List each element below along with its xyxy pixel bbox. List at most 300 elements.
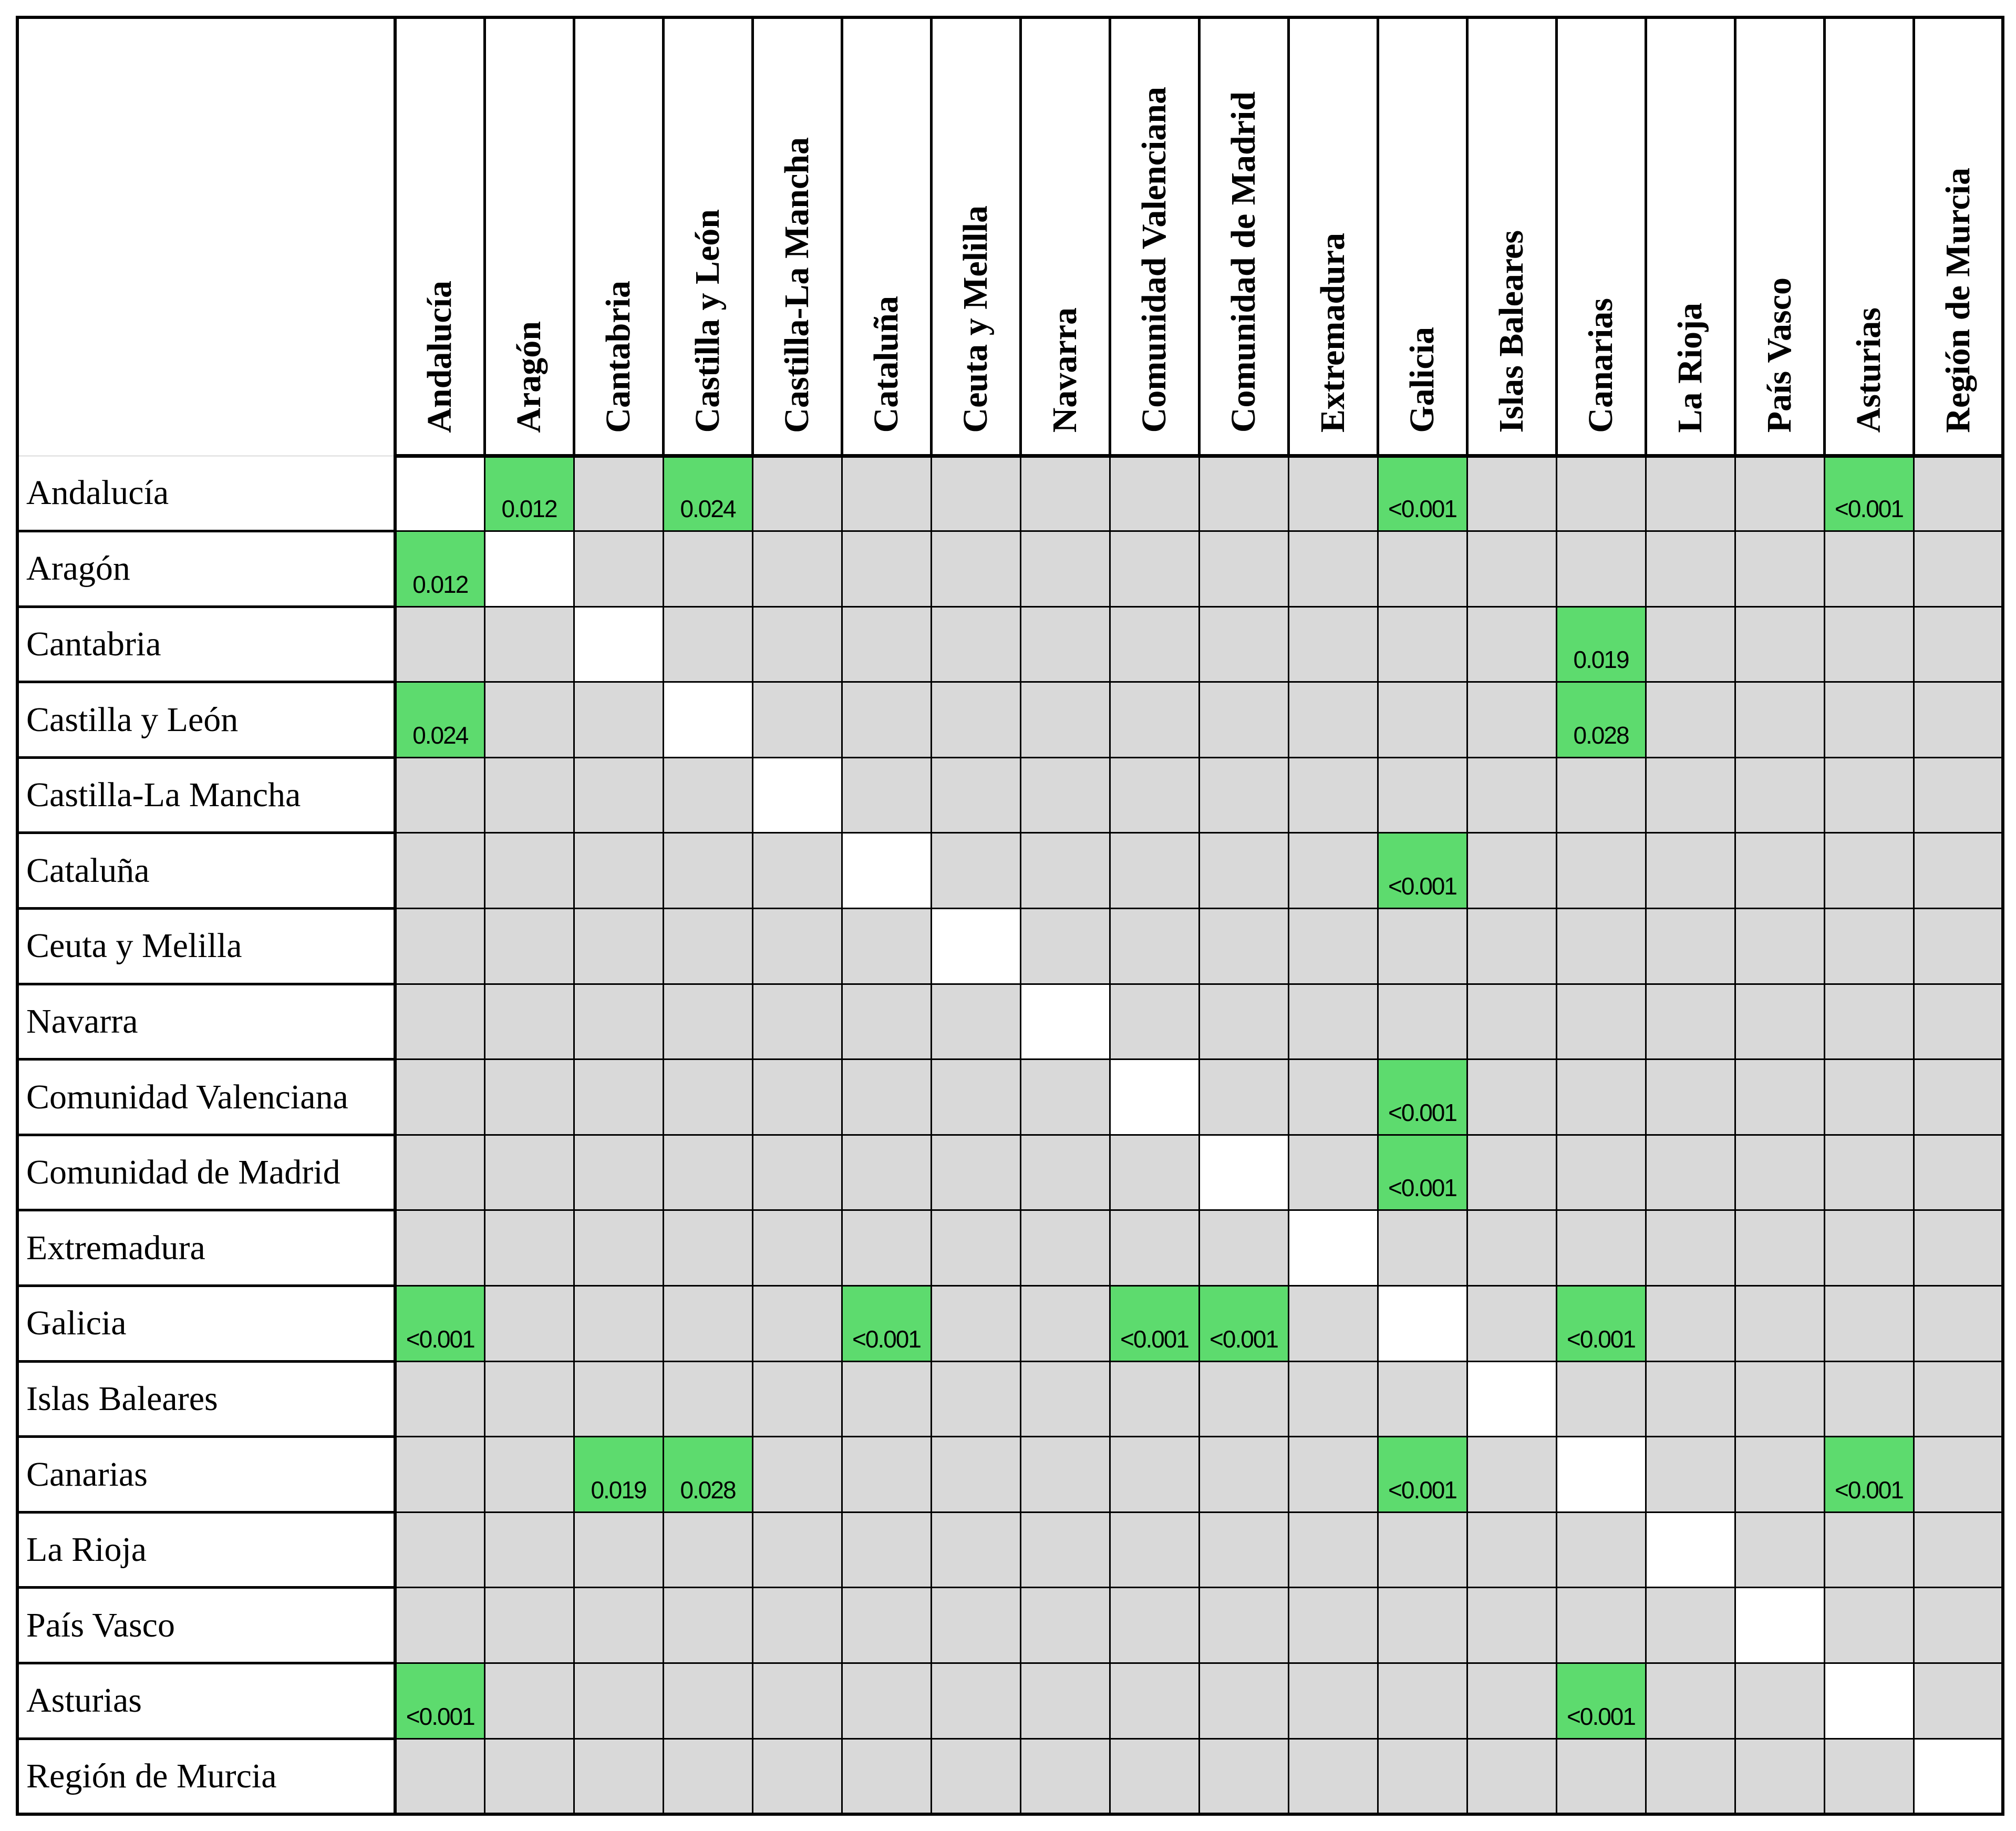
table-row: [17, 1437, 2003, 1513]
empty-cell: [1467, 1286, 1556, 1362]
diagonal-cell: [1914, 1739, 2003, 1814]
empty-cell: [752, 984, 842, 1059]
empty-cell: [1824, 1512, 1914, 1588]
significant-cell: [1110, 1286, 1199, 1362]
significant-cell: [484, 456, 574, 531]
empty-cell: [1914, 1588, 2003, 1663]
empty-cell: [1914, 1286, 2003, 1362]
empty-cell: [1378, 1663, 1467, 1739]
p-value: <0.001: [852, 1325, 921, 1353]
empty-cell: [1735, 682, 1824, 758]
diagonal-cell: [931, 909, 1020, 984]
empty-cell: [931, 606, 1020, 682]
empty-cell: [1199, 1437, 1288, 1513]
row-header-label: Castilla-La Mancha: [17, 757, 395, 833]
empty-cell: [395, 1512, 484, 1588]
p-value: <0.001: [406, 1702, 474, 1730]
table-row: [17, 1512, 2003, 1588]
column-header-label: Islas Baleares: [1492, 230, 1531, 433]
empty-cell: [1556, 984, 1646, 1059]
significant-cell: [1824, 456, 1914, 531]
empty-cell: [1378, 1361, 1467, 1437]
empty-cell: [842, 456, 931, 531]
empty-cell: [663, 984, 752, 1059]
empty-cell: [752, 1135, 842, 1210]
significant-cell: [1378, 456, 1467, 531]
empty-cell: [574, 909, 663, 984]
empty-cell: [1110, 757, 1199, 833]
empty-cell: [1288, 456, 1378, 531]
significant-cell: [663, 456, 752, 531]
empty-cell: [574, 833, 663, 909]
empty-cell: [395, 1739, 484, 1814]
empty-cell: [1378, 1512, 1467, 1588]
empty-cell: [1110, 833, 1199, 909]
empty-cell: [1467, 1210, 1556, 1286]
empty-cell: [1735, 1059, 1824, 1135]
column-header-row: [17, 17, 2003, 456]
column-header: [395, 17, 484, 456]
row-header-label: La Rioja: [17, 1512, 395, 1588]
empty-cell: [1735, 1437, 1824, 1513]
empty-cell: [663, 1286, 752, 1362]
empty-cell: [1020, 909, 1110, 984]
diagonal-cell: [1824, 1663, 1914, 1739]
diagonal-cell: [1378, 1286, 1467, 1362]
row-header-label: Andalucía: [17, 456, 395, 531]
column-header: [1556, 17, 1646, 456]
empty-cell: [574, 682, 663, 758]
pairwise-comparison-matrix: [16, 16, 2004, 1816]
empty-cell: [1556, 833, 1646, 909]
p-value: <0.001: [1388, 1174, 1456, 1202]
empty-cell: [1378, 757, 1467, 833]
empty-cell: [1288, 682, 1378, 758]
significant-cell: [1378, 1437, 1467, 1513]
row-header-label: Cataluña: [17, 833, 395, 909]
column-header-label: Ceuta y Melilla: [956, 205, 995, 433]
empty-cell: [1824, 1588, 1914, 1663]
p-value: 0.019: [1573, 646, 1629, 674]
empty-cell: [752, 909, 842, 984]
empty-cell: [1378, 1588, 1467, 1663]
row-header-label: Castilla y León: [17, 682, 395, 758]
empty-cell: [574, 1286, 663, 1362]
column-header: [842, 17, 931, 456]
empty-cell: [752, 1663, 842, 1739]
empty-cell: [1824, 833, 1914, 909]
significant-cell: [1378, 833, 1467, 909]
significant-cell: [1378, 1059, 1467, 1135]
empty-cell: [1824, 1210, 1914, 1286]
empty-cell: [842, 757, 931, 833]
empty-cell: [842, 1059, 931, 1135]
empty-cell: [1378, 682, 1467, 758]
empty-cell: [1824, 606, 1914, 682]
empty-cell: [663, 833, 752, 909]
empty-cell: [1199, 757, 1288, 833]
empty-cell: [1735, 1210, 1824, 1286]
significant-cell: [663, 1437, 752, 1513]
empty-cell: [1199, 1059, 1288, 1135]
diagonal-cell: [1646, 1512, 1735, 1588]
empty-cell: [1110, 1437, 1199, 1513]
significant-cell: [1378, 1135, 1467, 1210]
empty-cell: [1914, 1361, 2003, 1437]
empty-cell: [1378, 606, 1467, 682]
empty-cell: [842, 1437, 931, 1513]
p-value: 0.012: [412, 570, 468, 598]
empty-cell: [574, 456, 663, 531]
column-header-label: Andalucía: [420, 280, 459, 433]
empty-cell: [1199, 984, 1288, 1059]
column-header: [1467, 17, 1556, 456]
column-header: [663, 17, 752, 456]
column-header: [1110, 17, 1199, 456]
table-row: [17, 1663, 2003, 1739]
p-value: 0.028: [1573, 721, 1629, 749]
column-header-label: Aragón: [510, 321, 548, 433]
empty-cell: [842, 1739, 931, 1814]
empty-cell: [1288, 909, 1378, 984]
empty-cell: [1110, 984, 1199, 1059]
empty-cell: [842, 1512, 931, 1588]
empty-cell: [752, 606, 842, 682]
column-header-label: Extremadura: [1314, 233, 1352, 433]
table-row: [17, 757, 2003, 833]
empty-cell: [1735, 1286, 1824, 1362]
empty-cell: [395, 1361, 484, 1437]
diagonal-cell: [842, 833, 931, 909]
diagonal-cell: [1556, 1437, 1646, 1513]
empty-cell: [1288, 1663, 1378, 1739]
empty-cell: [1199, 606, 1288, 682]
empty-cell: [1914, 1135, 2003, 1210]
empty-cell: [1199, 456, 1288, 531]
empty-cell: [842, 531, 931, 607]
empty-cell: [1020, 1663, 1110, 1739]
empty-cell: [1110, 1663, 1199, 1739]
empty-cell: [574, 1059, 663, 1135]
empty-cell: [1199, 1663, 1288, 1739]
empty-cell: [1735, 1512, 1824, 1588]
significant-cell: [1199, 1286, 1288, 1362]
empty-cell: [1288, 1059, 1378, 1135]
empty-cell: [663, 606, 752, 682]
empty-cell: [574, 1210, 663, 1286]
column-header-label: País Vasco: [1760, 277, 1798, 433]
empty-cell: [1110, 456, 1199, 531]
empty-cell: [1199, 909, 1288, 984]
empty-cell: [842, 1663, 931, 1739]
empty-cell: [931, 1588, 1020, 1663]
diagonal-cell: [1735, 1588, 1824, 1663]
empty-cell: [1467, 1135, 1556, 1210]
table-row: [17, 1361, 2003, 1437]
significant-cell: [1824, 1437, 1914, 1513]
empty-cell: [1824, 1361, 1914, 1437]
empty-cell: [1020, 1739, 1110, 1814]
empty-cell: [1646, 1739, 1735, 1814]
empty-cell: [1199, 682, 1288, 758]
diagonal-cell: [1288, 1210, 1378, 1286]
empty-cell: [484, 1059, 574, 1135]
table-row: [17, 1739, 2003, 1814]
empty-cell: [574, 1512, 663, 1588]
empty-cell: [1556, 1512, 1646, 1588]
empty-cell: [1020, 1135, 1110, 1210]
empty-cell: [574, 531, 663, 607]
empty-cell: [1735, 1361, 1824, 1437]
empty-cell: [1467, 833, 1556, 909]
empty-cell: [1824, 909, 1914, 984]
empty-cell: [1824, 531, 1914, 607]
empty-cell: [1288, 984, 1378, 1059]
empty-cell: [395, 1210, 484, 1286]
empty-cell: [1288, 1437, 1378, 1513]
empty-cell: [484, 757, 574, 833]
column-header-label: Navarra: [1046, 307, 1084, 433]
empty-cell: [1467, 1437, 1556, 1513]
row-header-label: Extremadura: [17, 1210, 395, 1286]
table-row: [17, 1059, 2003, 1135]
empty-cell: [663, 1210, 752, 1286]
empty-cell: [574, 1588, 663, 1663]
column-header-label: Cantabria: [599, 280, 637, 433]
empty-cell: [1914, 909, 2003, 984]
empty-cell: [484, 1361, 574, 1437]
p-value: 0.012: [501, 495, 557, 523]
empty-cell: [1199, 1361, 1288, 1437]
p-value: 0.019: [591, 1476, 646, 1504]
empty-cell: [1824, 682, 1914, 758]
empty-cell: [1020, 606, 1110, 682]
empty-cell: [1378, 1210, 1467, 1286]
matrix-body: [17, 456, 2003, 1814]
empty-cell: [931, 1739, 1020, 1814]
column-header: [1020, 17, 1110, 456]
empty-cell: [1556, 909, 1646, 984]
empty-cell: [1020, 1361, 1110, 1437]
empty-cell: [1020, 682, 1110, 758]
significant-cell: [395, 531, 484, 607]
column-header-label: Comunidad de Madrid: [1224, 91, 1263, 433]
p-value: <0.001: [1567, 1702, 1635, 1730]
empty-cell: [574, 1135, 663, 1210]
empty-cell: [1735, 1135, 1824, 1210]
p-value: <0.001: [1835, 1476, 1903, 1504]
empty-cell: [1914, 757, 2003, 833]
empty-cell: [931, 531, 1020, 607]
corner-cell: [17, 17, 395, 456]
empty-cell: [1824, 1135, 1914, 1210]
empty-cell: [484, 1663, 574, 1739]
row-header-label: Región de Murcia: [17, 1739, 395, 1814]
empty-cell: [931, 1059, 1020, 1135]
empty-cell: [1110, 606, 1199, 682]
empty-cell: [663, 1361, 752, 1437]
column-header: [484, 17, 574, 456]
empty-cell: [1646, 1588, 1735, 1663]
row-header-label: Galicia: [17, 1286, 395, 1362]
empty-cell: [931, 1286, 1020, 1362]
empty-cell: [931, 682, 1020, 758]
empty-cell: [1020, 757, 1110, 833]
empty-cell: [1110, 531, 1199, 607]
empty-cell: [395, 1588, 484, 1663]
column-header: [1914, 17, 2003, 456]
empty-cell: [931, 757, 1020, 833]
empty-cell: [1288, 1361, 1378, 1437]
empty-cell: [1110, 1210, 1199, 1286]
column-header-label: Galicia: [1403, 326, 1441, 433]
empty-cell: [1020, 1286, 1110, 1362]
empty-cell: [1556, 1588, 1646, 1663]
empty-cell: [484, 909, 574, 984]
significant-cell: [395, 682, 484, 758]
significant-cell: [574, 1437, 663, 1513]
empty-cell: [1288, 833, 1378, 909]
empty-cell: [752, 833, 842, 909]
empty-cell: [484, 1135, 574, 1210]
empty-cell: [1020, 1588, 1110, 1663]
table-row: [17, 1286, 2003, 1362]
empty-cell: [1914, 1059, 2003, 1135]
empty-cell: [1556, 1739, 1646, 1814]
empty-cell: [1824, 1286, 1914, 1362]
empty-cell: [1288, 1588, 1378, 1663]
diagonal-cell: [395, 456, 484, 531]
diagonal-cell: [1020, 984, 1110, 1059]
empty-cell: [1378, 531, 1467, 607]
empty-cell: [752, 531, 842, 607]
empty-cell: [484, 1210, 574, 1286]
table-row: [17, 1135, 2003, 1210]
diagonal-cell: [574, 606, 663, 682]
table-row: [17, 1588, 2003, 1663]
empty-cell: [484, 984, 574, 1059]
empty-cell: [931, 1663, 1020, 1739]
empty-cell: [395, 833, 484, 909]
empty-cell: [395, 757, 484, 833]
empty-cell: [1020, 456, 1110, 531]
empty-cell: [484, 682, 574, 758]
p-value: <0.001: [1388, 495, 1456, 523]
diagonal-cell: [752, 757, 842, 833]
empty-cell: [1914, 606, 2003, 682]
column-header: [1199, 17, 1288, 456]
p-value: <0.001: [1388, 1476, 1456, 1504]
empty-cell: [1824, 757, 1914, 833]
empty-cell: [931, 1512, 1020, 1588]
significant-cell: [1556, 1663, 1646, 1739]
empty-cell: [484, 1739, 574, 1814]
empty-cell: [1646, 1361, 1735, 1437]
empty-cell: [1646, 1437, 1735, 1513]
empty-cell: [1646, 1663, 1735, 1739]
empty-cell: [931, 1361, 1020, 1437]
empty-cell: [1110, 1739, 1199, 1814]
p-value: 0.024: [680, 495, 736, 523]
empty-cell: [484, 833, 574, 909]
empty-cell: [574, 984, 663, 1059]
empty-cell: [1288, 757, 1378, 833]
column-header: [752, 17, 842, 456]
empty-cell: [752, 682, 842, 758]
significant-cell: [842, 1286, 931, 1362]
row-header-label: Asturias: [17, 1663, 395, 1739]
empty-cell: [752, 1210, 842, 1286]
empty-cell: [1735, 1663, 1824, 1739]
empty-cell: [1735, 606, 1824, 682]
table-row: [17, 833, 2003, 909]
empty-cell: [1110, 1512, 1199, 1588]
empty-cell: [1378, 1739, 1467, 1814]
diagonal-cell: [1199, 1135, 1288, 1210]
column-header: [1646, 17, 1735, 456]
empty-cell: [752, 1512, 842, 1588]
empty-cell: [484, 1437, 574, 1513]
p-value: <0.001: [1388, 1098, 1456, 1126]
empty-cell: [1914, 1210, 2003, 1286]
empty-cell: [1735, 531, 1824, 607]
empty-cell: [842, 909, 931, 984]
empty-cell: [1556, 757, 1646, 833]
empty-cell: [752, 1059, 842, 1135]
empty-cell: [1735, 757, 1824, 833]
empty-cell: [1646, 757, 1735, 833]
empty-cell: [1110, 682, 1199, 758]
empty-cell: [1914, 1663, 2003, 1739]
column-header-label: Comunidad Valenciana: [1135, 87, 1173, 433]
empty-cell: [1467, 984, 1556, 1059]
column-header: [1824, 17, 1914, 456]
empty-cell: [1378, 909, 1467, 984]
empty-cell: [931, 984, 1020, 1059]
empty-cell: [484, 1512, 574, 1588]
column-header-label: Región de Murcia: [1938, 167, 1977, 433]
empty-cell: [1199, 531, 1288, 607]
empty-cell: [1020, 1059, 1110, 1135]
empty-cell: [1556, 1361, 1646, 1437]
empty-cell: [842, 682, 931, 758]
empty-cell: [1556, 456, 1646, 531]
empty-cell: [1556, 531, 1646, 607]
empty-cell: [1288, 606, 1378, 682]
empty-cell: [395, 606, 484, 682]
empty-cell: [1646, 833, 1735, 909]
significant-cell: [395, 1286, 484, 1362]
empty-cell: [1288, 531, 1378, 607]
empty-cell: [574, 1663, 663, 1739]
empty-cell: [1020, 1210, 1110, 1286]
empty-cell: [1735, 984, 1824, 1059]
table-row: [17, 531, 2003, 607]
row-header-label: Comunidad Valenciana: [17, 1059, 395, 1135]
empty-cell: [1646, 1135, 1735, 1210]
empty-cell: [1199, 833, 1288, 909]
empty-cell: [663, 1739, 752, 1814]
empty-cell: [1824, 984, 1914, 1059]
column-header: [931, 17, 1020, 456]
empty-cell: [574, 1361, 663, 1437]
empty-cell: [1288, 1512, 1378, 1588]
empty-cell: [1467, 1663, 1556, 1739]
empty-cell: [663, 531, 752, 607]
empty-cell: [1914, 1437, 2003, 1513]
p-value: <0.001: [1567, 1325, 1635, 1353]
empty-cell: [663, 1512, 752, 1588]
